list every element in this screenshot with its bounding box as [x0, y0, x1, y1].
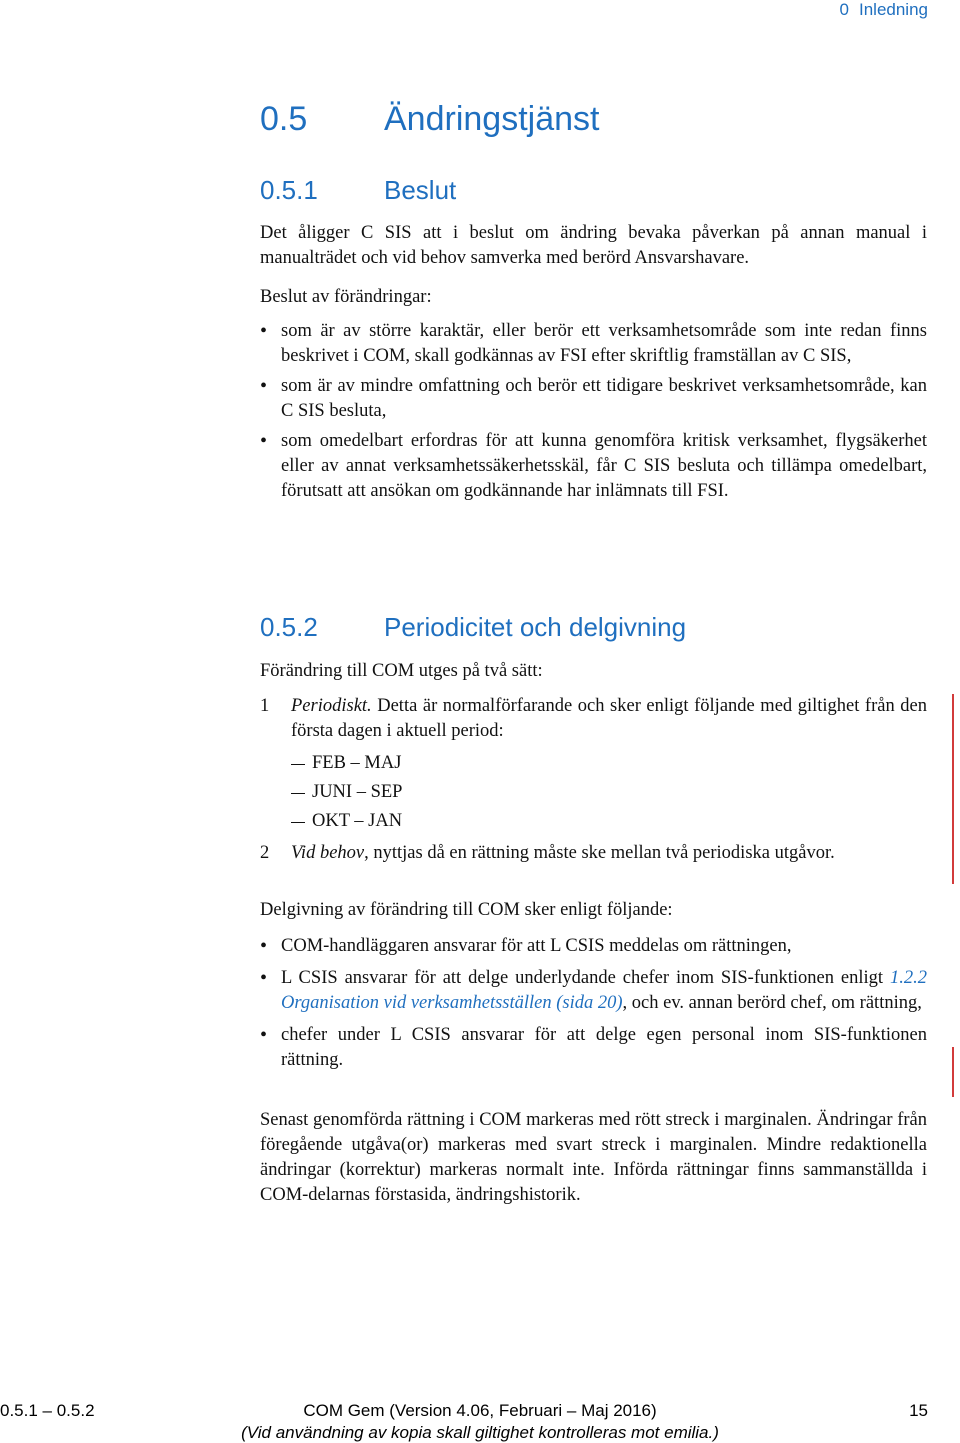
subsection-heading-periodicitet — [260, 612, 686, 643]
period-item: JUNI – SEP — [291, 778, 927, 807]
subsection-title: Beslut — [384, 175, 457, 205]
footer-section-range: 0.5.1 – 0.5.2 — [0, 1401, 95, 1420]
list-item-text: COM-handläggaren ansvarar för att L CSIS meddelas om rättningen, — [281, 936, 792, 956]
closing-paragraph: Senast genomförda rättning i COM markeras med rött streck i marginalen. Ändringar från föregående utgåva(or) markeras med svart streck i marginalen. Mindre redaktionella ändringar (korrektur) markeras normalt inte. Införda rättningar finns sammanställda i COM-delarnas förstasida, ändringshistorik. — [260, 1110, 927, 1205]
change-bar — [952, 1047, 954, 1097]
beslut-list-intro: Beslut av förändringar: — [260, 287, 432, 307]
list-item — [260, 319, 927, 369]
list-item-text: , och ev. annan berörd chef, om rättning, — [622, 993, 922, 1013]
footer-note: (Vid användning av kopia skall giltighet kontrolleras mot emilia.) — [241, 1423, 719, 1442]
section-number: 0.5 — [260, 100, 308, 138]
delgivning-intro: Delgivning av förändring till COM sker enligt följande: — [260, 900, 673, 920]
list-item — [260, 694, 927, 836]
section-title: Ändringstjänst — [384, 100, 600, 138]
section-heading — [260, 100, 599, 139]
item-number: 2 — [260, 843, 270, 863]
period-item: OKT – JAN — [291, 807, 927, 836]
periodicitet-intro: Förändring till COM utges på två sätt: — [260, 661, 543, 681]
chapter-title: Inledning — [858, 0, 928, 19]
item-number: 1 — [260, 696, 270, 716]
subsection-number: 0.5.1 — [260, 175, 318, 205]
period-list — [291, 749, 927, 836]
list-item — [260, 429, 927, 504]
running-header — [830, 0, 928, 20]
list-item-text: chefer under L CSIS ansvarar för att delge egen personal inom SIS-funktionen rättning. — [281, 1025, 927, 1070]
list-item — [260, 934, 927, 959]
footer-document-title: COM Gem (Version 4.06, Februari – Maj 2016) — [303, 1401, 657, 1420]
publication-types-list — [260, 694, 927, 866]
list-item — [260, 841, 927, 866]
item-term: Vid behov — [291, 843, 365, 863]
list-item-text: L CSIS ansvarar för att delge underlydande chefer inom SIS-funktionen enligt — [281, 968, 890, 988]
item-text: , nyttjas då en rättning måste ske mellan två periodiska utgåvor. — [364, 843, 835, 863]
list-item-text: som är av större karaktär, eller berör ett verksamhetsområde som inte redan finns beskrivet i COM, skall godkännas av FSI efter skriftlig framställan av C SIS, — [281, 321, 927, 366]
period-item: FEB – MAJ — [291, 749, 927, 778]
page-number: 15 — [909, 1401, 928, 1420]
subsection-title: Periodicitet och delgivning — [384, 612, 687, 642]
list-item — [260, 966, 927, 1016]
delgivning-bullet-list — [260, 934, 927, 1073]
subsection-heading-beslut — [260, 175, 456, 206]
beslut-intro-paragraph: Det åligger C SIS att i beslut om ändring bevaka påverkan på annan manual i manualträdet och vid behov samverka med berörd Ansvarshavare. — [260, 223, 927, 268]
cross-reference-link[interactable]: 1.2.2 Organisation vid verksamhetsställen (sida 20) — [281, 968, 927, 1013]
subsection-number: 0.5.2 — [260, 612, 318, 642]
item-text: Detta är normalförfarande och sker enligt följande med giltighet från den första dagen i aktuell period: — [291, 696, 927, 741]
list-item — [260, 1023, 927, 1073]
item-term: Periodiskt. — [291, 696, 372, 716]
change-bar — [952, 694, 954, 884]
list-item — [260, 374, 927, 424]
chapter-number: 0 — [839, 0, 849, 19]
list-item-text: som omedelbart erfordras för att kunna genomföra kritisk verksamhet, flygsäkerhet eller av annat verksamhetssäkerhetsskäl, får C SIS besluta och tillämpa omedelbart, förutsatt att ansökan om godkännande har inlämnats till FSI. — [281, 431, 927, 501]
list-item-text: som är av mindre omfattning och berör ett tidigare beskrivet verksamhetsområde, kan C SIS besluta, — [281, 376, 927, 421]
beslut-bullet-list — [260, 319, 927, 504]
